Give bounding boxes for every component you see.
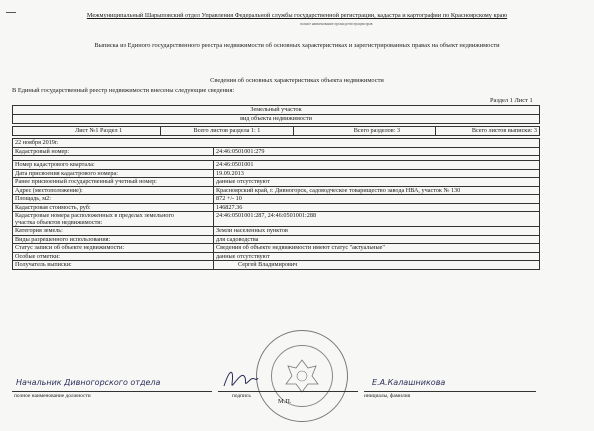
- row-value: Сведения об объекте недвижимости имеют статус "актуальные": [214, 244, 540, 253]
- total-sheets-extract: Всего листов выписки: 3: [435, 127, 539, 136]
- extract-date: 22 ноября 2019г.: [13, 139, 540, 148]
- row-label-multiline: [13, 212, 214, 227]
- row-label: Виды разрешенного использования:: [13, 235, 214, 244]
- agency-caption: полное наименование органа регистрации прав: [300, 22, 373, 26]
- row-label: Ранее присвоенный государственный учетный номер:: [13, 178, 214, 187]
- position-handwritten: Начальник Дивногорского отдела: [16, 378, 161, 387]
- cad-number-label: Кадастровый номер:: [13, 147, 214, 156]
- row-label: Дата присвоения кадастрового номера:: [13, 169, 214, 178]
- position-caption: полное наименование должности: [14, 393, 91, 399]
- object-type-table: [12, 105, 540, 124]
- seal-emblem-icon: [272, 346, 332, 406]
- extract-title: Выписка из Единого государственного реестра недвижимости об основных характеристиках и зарегистрированных правах на объект недвижимости: [94, 42, 500, 49]
- position-line: [12, 391, 212, 392]
- row-value: данные отсутствуют: [214, 178, 540, 187]
- official-seal: [256, 330, 348, 422]
- stamp-place: М.П.: [278, 398, 292, 405]
- row-value: данные отсутствуют: [214, 252, 540, 261]
- row-label-line1: Кадастровые номера расположенных в пределах земельного: [15, 212, 174, 219]
- row-value: Земли населенных пунктов: [214, 227, 540, 236]
- object-details-table: [12, 138, 540, 270]
- sheet-number: Лист №1 Раздел 1: [13, 127, 161, 136]
- row-label: Номер кадастрового квартала:: [13, 161, 214, 170]
- row-label: Особые отметки:: [13, 252, 214, 261]
- intro-text: В Единый государственный реестр недвижимости внесены следующие сведения:: [12, 87, 235, 94]
- row-label: Площадь, м2:: [13, 195, 214, 204]
- sign-caption: подпись: [232, 393, 251, 399]
- section-label: Раздел 1 Лист 1: [490, 97, 533, 104]
- row-value: 24:46:0501001:287, 24:46:0501001:288: [214, 212, 540, 227]
- row-value: Сергей Владимирович: [214, 261, 540, 270]
- row-label: Категория земель:: [13, 227, 214, 236]
- row-label-line2: участка объектов недвижимости:: [15, 219, 103, 226]
- row-value: 24:46:0501001: [214, 161, 540, 170]
- name-caption: инициалы, фамилия: [364, 393, 411, 399]
- object-kind: вид объекта недвижимости: [13, 115, 540, 124]
- total-sheets-section: Всего листов раздела 1: 1: [161, 127, 293, 136]
- row-value: для садоводства: [214, 235, 540, 244]
- name-line: [364, 391, 536, 392]
- object-type: Земельный участок: [13, 106, 540, 115]
- row-value: 872 +/- 10: [214, 195, 540, 204]
- name-handwritten: Е.А.Калашникова: [372, 378, 446, 387]
- row-label: Адрес (местоположение):: [13, 186, 214, 195]
- cad-number-value: 24:46:0501001:279: [214, 147, 540, 156]
- row-label: Кадастровая стоимость, руб:: [13, 203, 214, 212]
- row-label: Статус записи об объекте недвижимости:: [13, 244, 214, 253]
- row-value: Красноярский край, г. Дивногорск, садоводческое товарищество завода НВА, участок № 130: [214, 186, 540, 195]
- row-label: Получатель выписки:: [13, 261, 214, 270]
- total-sections: Всего разделов: 3: [293, 127, 435, 136]
- info-title: Сведения об основных характеристиках объекта недвижимости: [210, 77, 384, 84]
- agency-name: Межмуниципальный Шарыповский отдел Управления Федеральной службы государственной регистрации, кадастра и картографии по Красноярскому краю: [86, 12, 508, 19]
- row-value: 19.09.2013: [214, 169, 540, 178]
- signature-scribble-icon: [220, 366, 260, 392]
- row-value: 146827.36: [214, 203, 540, 212]
- sign-line: [218, 391, 358, 392]
- sheet-info-table: [12, 126, 540, 136]
